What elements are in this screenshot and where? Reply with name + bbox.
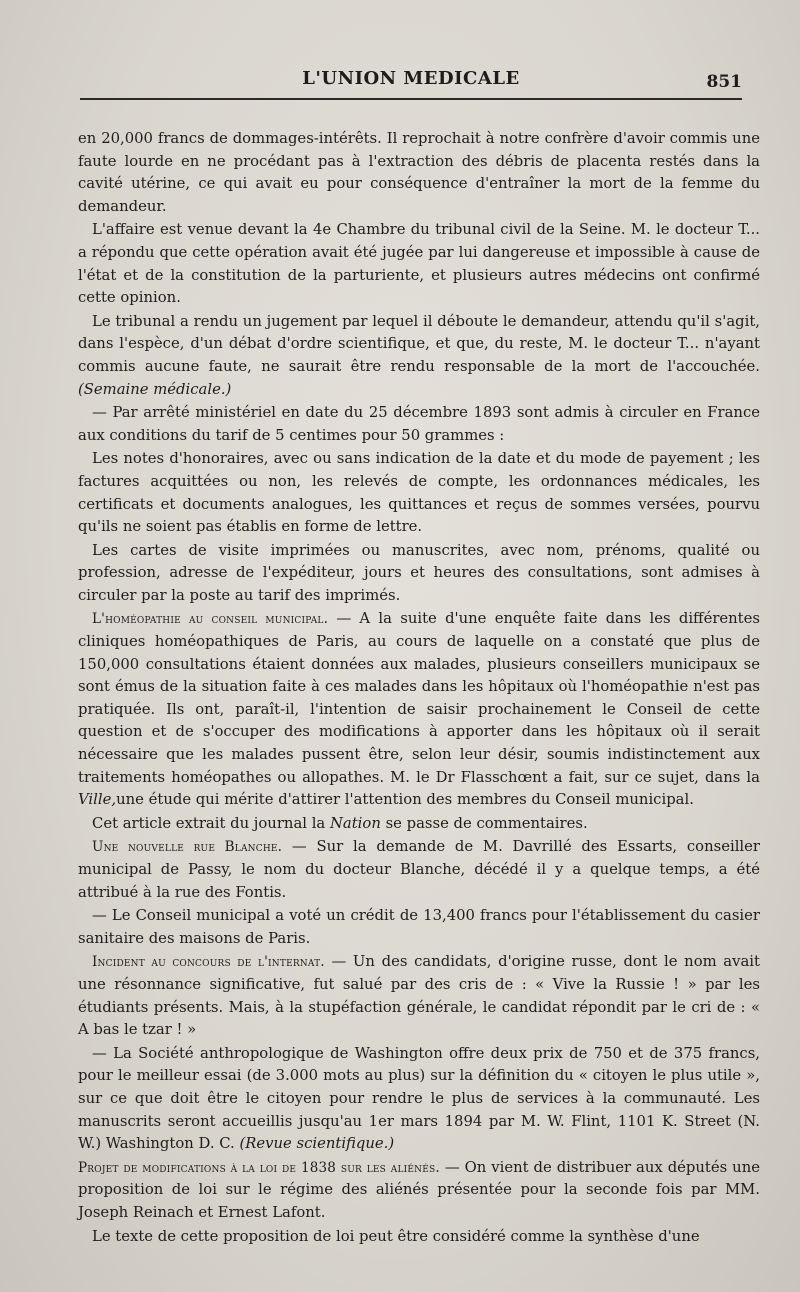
section-heading: L'homéopathie au conseil municipal.: [92, 611, 329, 628]
paragraph-9: Une nouvelle rue Blanche. — Sur la demande de M. Davrillé des Essarts, conseiller municipal de Passy, le nom du docteur Blanche, décédé il y a quelque temps, a été attribué à la rue des Fontis.: [78, 838, 760, 901]
header-rule: [80, 98, 742, 100]
section-heading: Une nouvelle rue Blanche.: [92, 839, 283, 856]
paragraph-8: Cet article extrait du journal la Nation se passe de commentaires.: [92, 814, 588, 832]
section-heading: Incident au concours de l'internat.: [92, 954, 325, 971]
paragraph-12: — La Société anthropologique de Washington offre deux prix de 750 et de 375 francs, pour le meilleur essai (de 3.000 mots au plus) sur la définition du « citoyen le plus utile », sur ce que doit être le citoyen pour rendre le plus de services à la communauté. Les manuscrits seront accueillis jusqu'au 1er mars 1894 par M. W. Flint, 1101 K. Street (N. W.) Washington D. C. (Revue scientifique.): [78, 1044, 760, 1153]
source-citation: (Revue scientifique.): [239, 1135, 395, 1153]
article-body: [78, 128, 760, 1249]
page-number: 851: [706, 72, 742, 92]
paragraph-14: Le texte de cette proposition de loi peut être considéré comme la synthèse d'une: [92, 1227, 700, 1245]
paragraph-5: Les notes d'honoraires, avec ou sans indication de la date et du mode de payement ; les factures acquittées ou non, les relevés de compte, les ordonnances médicales, les certificats et documents analogues, les quittances et reçus de sommes versées, pourvu qu'ils ne soient pas établis en forme de lettre.: [78, 450, 760, 536]
paragraph-10: — Le Conseil municipal a voté un crédit de 13,400 francs pour l'établissement du casier sanitaire des maisons de Paris.: [78, 907, 760, 947]
paragraph-11: Incident au concours de l'internat. — Un des candidats, d'origine russe, dont le nom avait une résonnance significative, fut salué par des cris de : « Vive la Russie ! » par les étudiants présents. Mais, à la stupéfaction générale, le candidat répondit par le cri de : « A bas le tzar ! »: [78, 953, 760, 1039]
paragraph-1: en 20,000 francs de dommages-intérêts. Il reprochait à notre confrère d'avoir commis une faute lourde en ne procédant pas à l'extraction des débris de placenta restés dans la cavité utérine, ce qui avait eu pour conséquence d'entraîner la mort de la femme du demandeur.: [78, 130, 760, 215]
paragraph-13: Projet de modifications à la loi de 1838 sur les aliénés. — On vient de distribuer aux députés une proposition de loi sur le régime des aliénés présentée pour la seconde fois par MM. Joseph Reinach et Ernest Lafont.: [78, 1158, 761, 1221]
paragraph-6: Les cartes de visite imprimées ou manuscrites, avec nom, prénoms, qualité ou profession, adresse de l'expéditeur, jours et heures des consultations, sont admises à circuler par la poste au tarif des imprimés.: [78, 541, 760, 604]
section-heading: Projet de modifications à la loi de 1838 sur les aliénés.: [78, 1159, 440, 1176]
running-title: L'UNION MEDICALE: [302, 68, 520, 89]
paragraph-7: L'homéopathie au conseil municipal. — A la suite d'une enquête faite dans les différentes cliniques homéopathiques de Paris, au cours de laquelle on a constaté que plus de 150,000 consultations étaient données aux malades, plusieurs conseillers municipaux se sont émus de la situation faite à ces malades dans les hôpitaux où l'homéopathie n'est pas pratiquée. Ils ont, paraît-il, l'intention de saisir prochainement le Conseil de cette question et de s'occuper des modifications à apporter dans les hôpitaux où il serait nécessaire que les malades pussent être, selon leur désir, soumis indistinctement aux traitements homéopathes ou allopathes. M. le Dr Flasschœnt a fait, sur ce sujet, dans la Ville,une étude qui mérite d'attirer l'attention des membres du Conseil municipal.: [78, 610, 760, 809]
paragraph-4: — Par arrêté ministériel en date du 25 décembre 1893 sont admis à circuler en France aux conditions du tarif de 5 centimes pour 50 grammes :: [78, 404, 760, 444]
paragraph-3: Le tribunal a rendu un jugement par lequel il déboute le demandeur, attendu qu'il s'agit, dans l'espèce, d'un débat d'ordre scientifique, et que, du reste, M. le docteur T... n'ayant commis aucune faute, ne saurait être rendu responsable de la mort de l'accouchée. (Semaine médicale.): [78, 312, 760, 398]
source-citation: (Semaine médicale.): [78, 380, 232, 398]
paragraph-2: L'affaire est venue devant la 4e Chambre du tribunal civil de la Seine. M. le docteur T... a répondu que cette opération avait été jugée par lui dangereuse et impossible à cause de l'état et de la constitution de la parturiente, et plusieurs autres médecins ont confirmé cette opinion.: [78, 221, 760, 307]
page-header: [80, 64, 742, 98]
